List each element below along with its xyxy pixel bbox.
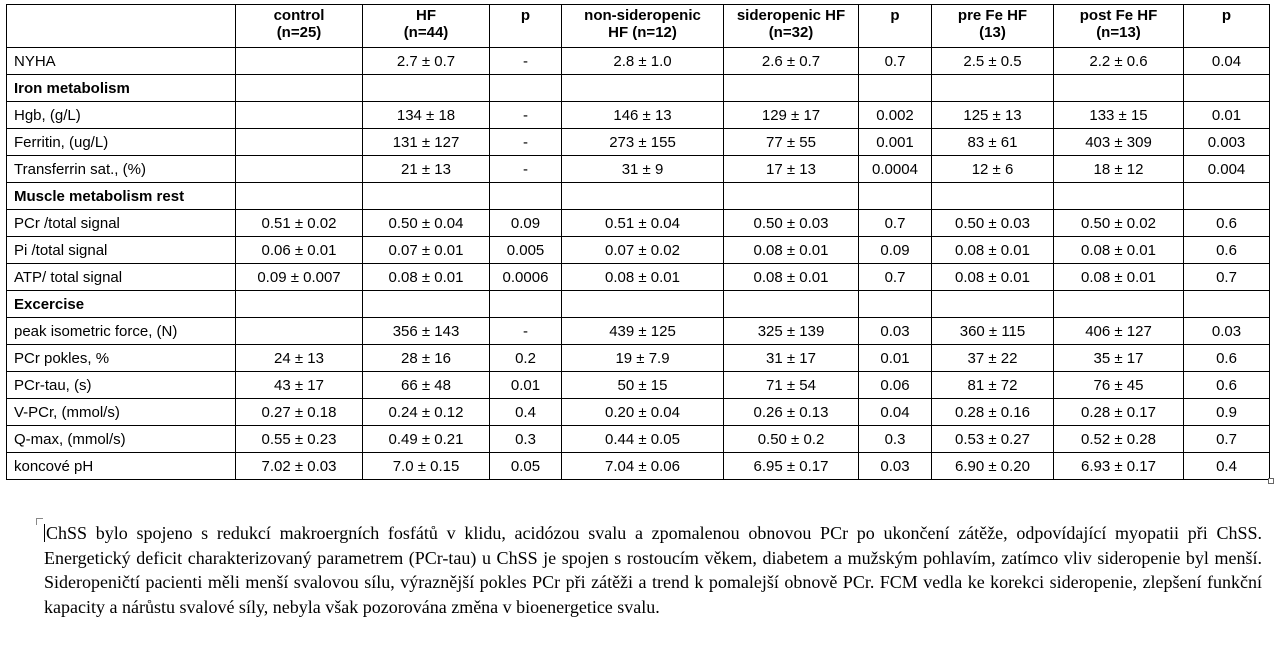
value-cell: 0.55 ± 0.23 [236,426,363,453]
column-header-line1: pre Fe HF [957,7,1028,24]
value-cell: 0.03 [859,318,932,345]
value-cell: 0.01 [490,372,562,399]
value-cell: 0.2 [490,345,562,372]
column-header-line1: control [273,7,325,24]
value-cell: 19 ± 7.9 [562,345,724,372]
value-cell [363,183,490,210]
column-header-line2: (n=44) [403,24,449,41]
value-cell: 17 ± 13 [724,156,859,183]
value-cell: 0.09 ± 0.007 [236,264,363,291]
value-cell: - [490,129,562,156]
value-cell: 0.44 ± 0.05 [562,426,724,453]
table-row [7,318,1270,345]
value-cell: 403 ± 309 [1054,129,1184,156]
value-cell: - [490,156,562,183]
value-cell: 0.3 [490,426,562,453]
value-cell: 0.08 ± 0.01 [932,237,1054,264]
value-cell [236,102,363,129]
column-header-line1: HF [416,7,436,24]
value-cell: 0.28 ± 0.17 [1054,399,1184,426]
table-resize-handle[interactable] [1268,478,1274,484]
column-header-line1: p [520,7,531,24]
column-header-line2: (n=25) [276,24,322,41]
table-row [7,426,1270,453]
value-cell: 325 ± 139 [724,318,859,345]
value-cell [724,183,859,210]
column-header-line2 [13,24,229,41]
value-cell: 24 ± 13 [236,345,363,372]
column-header [932,5,1054,48]
value-cell: 0.24 ± 0.12 [363,399,490,426]
value-cell: 0.08 ± 0.01 [363,264,490,291]
value-cell: 0.01 [859,345,932,372]
value-cell [363,291,490,318]
value-cell: 439 ± 125 [562,318,724,345]
results-table [6,4,1270,480]
column-header [363,5,490,48]
value-cell: 0.6 [1184,345,1270,372]
value-cell: 0.08 ± 0.01 [724,264,859,291]
value-cell: 356 ± 143 [363,318,490,345]
value-cell: 0.53 ± 0.27 [932,426,1054,453]
value-cell: 0.08 ± 0.01 [1054,264,1184,291]
row-label-cell: Pi /total signal [7,237,236,264]
value-cell [859,291,932,318]
value-cell: 360 ± 115 [932,318,1054,345]
column-header-line2: (n=13) [1096,24,1141,41]
summary-paragraph-text: ChSS bylo spojeno s redukcí makroergních fosfátů v klidu, acidózou svalu a zpomalenou obnovou PCr po ukončení zátěže, odpovídající myopatii při ChSS. Energetický deficit charakterizovaný parametrem (PCr-tau) u ChSS je spojen s rostoucím věkem, diabetem a mužským pohlavím, zatímco vliv sideropenie byl menší. Sideropeničtí pacienti měli menší svalovou sílu, výraznější pokles PCr při zátěži a trend k pomalejší obnově PCr. FCM vedla ke korekci sideropenie, zlepšení funkční kapacity a nárůstu svalové síly, nebyla však pozorována změna v bioenergetice svalu. [44,523,1262,617]
value-cell: 129 ± 17 [724,102,859,129]
value-cell [724,75,859,102]
row-label-cell: koncové pH [7,453,236,480]
value-cell [1054,183,1184,210]
value-cell: 2.8 ± 1.0 [562,48,724,75]
value-cell: 31 ± 17 [724,345,859,372]
value-cell [236,291,363,318]
row-label-cell: peak isometric force, (N) [7,318,236,345]
value-cell: 131 ± 127 [363,129,490,156]
value-cell: 0.01 [1184,102,1270,129]
value-cell: - [490,102,562,129]
value-cell: 0.05 [490,453,562,480]
column-header-line2 [1190,24,1263,41]
column-header [562,5,724,48]
summary-paragraph[interactable] [44,521,1262,619]
row-label-cell: Transferrin sat., (%) [7,156,236,183]
section-row [7,183,1270,210]
value-cell [562,75,724,102]
value-cell: 50 ± 15 [562,372,724,399]
value-cell: 146 ± 13 [562,102,724,129]
value-cell: 6.90 ± 0.20 [932,453,1054,480]
column-header [7,5,236,48]
value-cell: 37 ± 22 [932,345,1054,372]
value-cell: 0.3 [859,426,932,453]
column-header [859,5,932,48]
value-cell: 0.0006 [490,264,562,291]
column-header-line1: p [1221,7,1232,24]
value-cell: 125 ± 13 [932,102,1054,129]
value-cell: 0.09 [859,237,932,264]
value-cell: 71 ± 54 [724,372,859,399]
table-row [7,399,1270,426]
row-label-cell: Hgb, (g/L) [7,102,236,129]
value-cell: 0.50 ± 0.03 [932,210,1054,237]
value-cell: 0.27 ± 0.18 [236,399,363,426]
table-row [7,129,1270,156]
value-cell [236,318,363,345]
value-cell [859,183,932,210]
value-cell: 0.6 [1184,372,1270,399]
value-cell: 0.28 ± 0.16 [932,399,1054,426]
value-cell [490,183,562,210]
value-cell: 0.001 [859,129,932,156]
value-cell: 2.5 ± 0.5 [932,48,1054,75]
value-cell: 81 ± 72 [932,372,1054,399]
value-cell: 0.51 ± 0.04 [562,210,724,237]
value-cell: 18 ± 12 [1054,156,1184,183]
value-cell [932,291,1054,318]
table-row [7,156,1270,183]
value-cell [1184,183,1270,210]
value-cell: 6.95 ± 0.17 [724,453,859,480]
value-cell: 43 ± 17 [236,372,363,399]
column-header [1184,5,1270,48]
value-cell: 0.9 [1184,399,1270,426]
value-cell: 0.49 ± 0.21 [363,426,490,453]
text-cursor [44,524,45,542]
column-header-line1: non-sideropenic [584,7,701,24]
value-cell: 7.04 ± 0.06 [562,453,724,480]
value-cell: 28 ± 16 [363,345,490,372]
value-cell [490,291,562,318]
column-header [1054,5,1184,48]
paragraph-corner-mark [36,518,43,525]
value-cell: 0.09 [490,210,562,237]
row-label-cell: Iron metabolism [7,75,236,102]
value-cell [1054,291,1184,318]
row-label-cell: Muscle metabolism rest [7,183,236,210]
value-cell: 31 ± 9 [562,156,724,183]
value-cell: 0.06 [859,372,932,399]
value-cell: 0.08 ± 0.01 [562,264,724,291]
column-header-line2 [496,24,555,41]
row-label-cell: PCr-tau, (s) [7,372,236,399]
value-cell: 0.08 ± 0.01 [932,264,1054,291]
value-cell [859,75,932,102]
value-cell [1184,75,1270,102]
value-cell: 0.005 [490,237,562,264]
value-cell: 12 ± 6 [932,156,1054,183]
column-header-line1: sideropenic HF [736,7,846,24]
value-cell: 0.04 [1184,48,1270,75]
value-cell: - [490,318,562,345]
value-cell [932,75,1054,102]
value-cell: 133 ± 15 [1054,102,1184,129]
value-cell: 0.4 [490,399,562,426]
value-cell: 0.7 [1184,426,1270,453]
value-cell: 0.50 ± 0.2 [724,426,859,453]
column-header-line2: HF (n=12) [608,24,677,41]
value-cell: 0.002 [859,102,932,129]
value-cell [236,129,363,156]
table-row [7,237,1270,264]
value-cell: 0.51 ± 0.02 [236,210,363,237]
value-cell: 0.6 [1184,210,1270,237]
value-cell: - [490,48,562,75]
value-cell: 2.6 ± 0.7 [724,48,859,75]
row-label-cell: PCr pokles, % [7,345,236,372]
value-cell: 83 ± 61 [932,129,1054,156]
column-header [724,5,859,48]
section-row [7,75,1270,102]
value-cell: 134 ± 18 [363,102,490,129]
value-cell: 0.4 [1184,453,1270,480]
value-cell: 66 ± 48 [363,372,490,399]
value-cell: 0.52 ± 0.28 [1054,426,1184,453]
table-row [7,48,1270,75]
column-header-line2: (13) [979,24,1006,41]
row-label-cell: Q-max, (mmol/s) [7,426,236,453]
value-cell: 0.50 ± 0.04 [363,210,490,237]
value-cell: 6.93 ± 0.17 [1054,453,1184,480]
value-cell [1054,75,1184,102]
value-cell: 0.0004 [859,156,932,183]
row-label-cell: NYHA [7,48,236,75]
value-cell: 21 ± 13 [363,156,490,183]
table-body [7,48,1270,480]
table-row [7,210,1270,237]
value-cell: 0.07 ± 0.02 [562,237,724,264]
value-cell: 0.004 [1184,156,1270,183]
table-row [7,345,1270,372]
value-cell: 0.20 ± 0.04 [562,399,724,426]
value-cell: 406 ± 127 [1054,318,1184,345]
table-row [7,264,1270,291]
column-header-line1: p [890,7,900,24]
row-label-cell: Ferritin, (ug/L) [7,129,236,156]
row-label-cell: ATP/ total signal [7,264,236,291]
value-cell [236,48,363,75]
value-cell: 2.2 ± 0.6 [1054,48,1184,75]
value-cell: 0.50 ± 0.03 [724,210,859,237]
value-cell: 0.7 [859,210,932,237]
table-header [7,5,1270,48]
table-row [7,372,1270,399]
value-cell [1184,291,1270,318]
table-row [7,453,1270,480]
row-label-cell: V-PCr, (mmol/s) [7,399,236,426]
value-cell: 77 ± 55 [724,129,859,156]
value-cell: 0.03 [859,453,932,480]
value-cell: 2.7 ± 0.7 [363,48,490,75]
value-cell: 0.03 [1184,318,1270,345]
value-cell: 0.08 ± 0.01 [1054,237,1184,264]
value-cell: 0.07 ± 0.01 [363,237,490,264]
value-cell: 76 ± 45 [1054,372,1184,399]
column-header [236,5,363,48]
column-header-line2 [865,24,925,41]
value-cell: 7.0 ± 0.15 [363,453,490,480]
row-label-cell: PCr /total signal [7,210,236,237]
section-row [7,291,1270,318]
value-cell [562,183,724,210]
value-cell: 0.7 [859,264,932,291]
value-cell: 0.7 [859,48,932,75]
column-header-line1: post Fe HF [1079,7,1158,24]
value-cell: 0.003 [1184,129,1270,156]
value-cell [236,183,363,210]
value-cell [236,75,363,102]
value-cell [724,291,859,318]
value-cell [932,183,1054,210]
value-cell: 0.50 ± 0.02 [1054,210,1184,237]
value-cell: 0.08 ± 0.01 [724,237,859,264]
table-row [7,102,1270,129]
value-cell: 0.7 [1184,264,1270,291]
row-label-cell: Excercise [7,291,236,318]
value-cell: 0.06 ± 0.01 [236,237,363,264]
column-header-line2: (n=32) [768,24,814,41]
column-header-line1 [13,7,229,24]
column-header [490,5,562,48]
value-cell: 0.26 ± 0.13 [724,399,859,426]
value-cell [363,75,490,102]
value-cell: 35 ± 17 [1054,345,1184,372]
value-cell: 273 ± 155 [562,129,724,156]
value-cell: 0.6 [1184,237,1270,264]
value-cell: 0.04 [859,399,932,426]
value-cell: 7.02 ± 0.03 [236,453,363,480]
value-cell [236,156,363,183]
value-cell [490,75,562,102]
value-cell [562,291,724,318]
